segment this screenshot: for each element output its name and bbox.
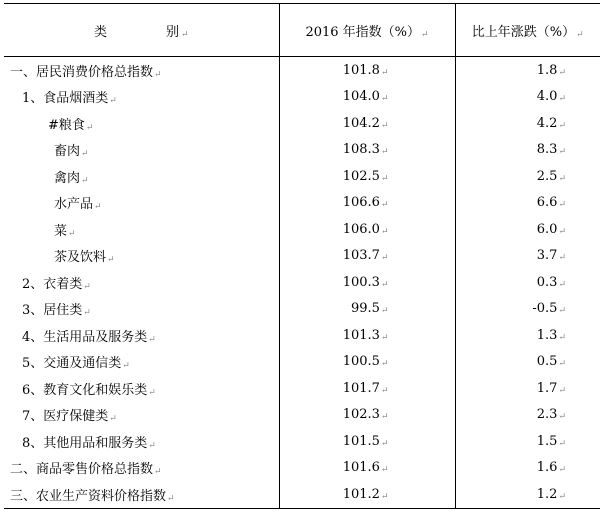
table-row [4, 216, 600, 243]
row-category: 禽肉↵ [54, 170, 89, 186]
paragraph-mark-icon: ↵ [81, 149, 89, 160]
row-change-value: 1.6↵ [455, 455, 600, 482]
row-index-value: 102.3↵ [279, 402, 455, 429]
row-change-value: 0.5↵ [455, 349, 600, 376]
paragraph-mark-icon: ↵ [83, 281, 91, 292]
table-row [4, 243, 600, 270]
row-change-value: 1.5↵ [455, 428, 600, 455]
paragraph-mark-icon: ↵ [558, 306, 566, 317]
row-category: 2、衣着类↵ [22, 276, 91, 292]
price-index-table [4, 3, 600, 509]
table-row [4, 84, 600, 111]
paragraph-mark-icon: ↵ [558, 120, 566, 131]
paragraph-mark-icon: ↵ [180, 29, 189, 40]
row-index-value: 106.0↵ [279, 216, 455, 243]
paragraph-mark-icon: ↵ [85, 122, 94, 133]
paragraph-mark-icon: ↵ [380, 253, 389, 264]
row-category: 一、居民消费价格总指数↵ [10, 64, 162, 80]
table-row [4, 322, 600, 349]
paragraph-mark-icon: ↵ [380, 279, 389, 290]
paragraph-mark-icon: ↵ [558, 94, 566, 105]
paragraph-mark-icon: ↵ [380, 94, 389, 105]
paragraph-mark-icon: ↵ [421, 29, 429, 40]
table-row [4, 269, 600, 296]
row-change-value: 4.0↵ [455, 84, 600, 111]
row-change-value: 4.2↵ [455, 110, 600, 137]
paragraph-mark-icon: ↵ [109, 414, 117, 425]
paragraph-mark-icon: ↵ [558, 67, 566, 78]
paragraph-mark-icon: ↵ [380, 306, 389, 317]
table-row [4, 481, 600, 508]
table-row [4, 110, 600, 137]
paragraph-mark-icon: ↵ [380, 465, 389, 476]
row-index-value: 104.2↵ [279, 110, 455, 137]
row-change-value: 1.8↵ [455, 57, 600, 84]
paragraph-mark-icon: ↵ [81, 175, 89, 186]
row-index-value: 101.6↵ [279, 455, 455, 482]
paragraph-mark-icon: ↵ [380, 200, 389, 211]
paragraph-mark-icon: ↵ [167, 493, 175, 504]
paragraph-mark-icon: ↵ [94, 202, 102, 213]
paragraph-mark-icon: ↵ [148, 387, 156, 398]
row-category: 茶及饮料↵ [54, 250, 115, 266]
paragraph-mark-icon: ↵ [380, 332, 389, 343]
table-row [4, 375, 600, 402]
paragraph-mark-icon: ↵ [380, 67, 389, 78]
paragraph-mark-icon: ↵ [558, 465, 566, 476]
paragraph-mark-icon: ↵ [558, 385, 566, 396]
paragraph-mark-icon: ↵ [576, 29, 584, 40]
header-index-2016: 2016 年指数（%）↵ [279, 4, 455, 57]
row-category: 菜↵ [54, 223, 76, 239]
paragraph-mark-icon: ↵ [380, 359, 389, 370]
paragraph-mark-icon: ↵ [83, 308, 91, 319]
row-change-value: 2.5↵ [455, 163, 600, 190]
row-index-value: 101.5↵ [279, 428, 455, 455]
table-row [4, 402, 600, 429]
paragraph-mark-icon: ↵ [154, 467, 162, 478]
table-row [4, 137, 600, 164]
table-body [4, 57, 600, 509]
row-index-value: 104.0↵ [279, 84, 455, 111]
row-category: 6、教育文化和娱乐类↵ [22, 382, 156, 398]
paragraph-mark-icon: ↵ [380, 120, 389, 131]
row-index-value: 101.2↵ [279, 481, 455, 508]
table-row [4, 163, 600, 190]
table-row [4, 349, 600, 376]
row-change-value: 6.0↵ [455, 216, 600, 243]
paragraph-mark-icon: ↵ [380, 412, 389, 423]
header-change-vs-last-year: 比上年涨跌（%）↵ [455, 4, 600, 57]
row-category: 3、居住类↵ [22, 303, 91, 319]
row-change-value: 1.7↵ [455, 375, 600, 402]
paragraph-mark-icon: ↵ [380, 173, 389, 184]
paragraph-mark-icon: ↵ [558, 253, 566, 264]
row-index-value: 100.5↵ [279, 349, 455, 376]
paragraph-mark-icon: ↵ [558, 173, 566, 184]
paragraph-mark-icon: ↵ [558, 279, 566, 290]
row-change-value: 1.2↵ [455, 481, 600, 508]
table-header-row [4, 4, 600, 57]
row-index-value: 101.3↵ [279, 322, 455, 349]
row-category: 5、交通及通信类↵ [22, 356, 130, 372]
table-row [4, 455, 600, 482]
paragraph-mark-icon: ↵ [380, 438, 389, 449]
paragraph-mark-icon: ↵ [558, 438, 566, 449]
paragraph-mark-icon: ↵ [380, 147, 389, 158]
paragraph-mark-icon: ↵ [107, 255, 115, 266]
paragraph-mark-icon: ↵ [558, 359, 566, 370]
row-change-value: 0.3↵ [455, 269, 600, 296]
row-category: 水产品↵ [54, 197, 102, 213]
row-category: 三、农业生产资料价格指数↵ [10, 488, 175, 504]
row-category: #粮食↵ [48, 117, 94, 133]
paragraph-mark-icon: ↵ [558, 226, 566, 237]
table-row [4, 57, 600, 84]
row-index-value: 99.5↵ [279, 296, 455, 323]
table-row [4, 190, 600, 217]
paragraph-mark-icon: ↵ [558, 412, 566, 423]
paragraph-mark-icon: ↵ [68, 228, 76, 239]
paragraph-mark-icon: ↵ [380, 491, 389, 502]
table-row [4, 428, 600, 455]
row-index-value: 100.3↵ [279, 269, 455, 296]
row-change-value: 8.3↵ [455, 137, 600, 164]
row-category: 二、商品零售价格总指数↵ [10, 462, 162, 478]
row-index-value: 106.6↵ [279, 190, 455, 217]
row-index-value: 108.3↵ [279, 137, 455, 164]
row-change-value: 3.7↵ [455, 243, 600, 270]
paragraph-mark-icon: ↵ [148, 334, 156, 345]
row-index-value: 101.8↵ [279, 57, 455, 84]
row-category: 1、食品烟酒类↵ [22, 91, 117, 107]
paragraph-mark-icon: ↵ [558, 147, 566, 158]
paragraph-mark-icon: ↵ [380, 385, 389, 396]
row-category: 畜肉↵ [54, 144, 89, 160]
row-change-value: -0.5↵ [455, 296, 600, 323]
header-category: 类 别↵ [4, 4, 279, 57]
paragraph-mark-icon: ↵ [148, 440, 156, 451]
paragraph-mark-icon: ↵ [558, 491, 566, 502]
paragraph-mark-icon: ↵ [558, 200, 566, 211]
paragraph-mark-icon: ↵ [558, 332, 566, 343]
row-change-value: 2.3↵ [455, 402, 600, 429]
row-category: 4、生活用品及服务类↵ [22, 329, 156, 345]
row-index-value: 101.7↵ [279, 375, 455, 402]
paragraph-mark-icon: ↵ [122, 361, 130, 372]
paragraph-mark-icon: ↵ [109, 96, 117, 107]
row-index-value: 102.5↵ [279, 163, 455, 190]
row-category: 7、医疗保健类↵ [22, 409, 117, 425]
paragraph-mark-icon: ↵ [380, 226, 389, 237]
row-category: 8、其他用品和服务类↵ [22, 435, 156, 451]
row-change-value: 1.3↵ [455, 322, 600, 349]
table-row [4, 296, 600, 323]
row-change-value: 6.6↵ [455, 190, 600, 217]
row-index-value: 103.7↵ [279, 243, 455, 270]
paragraph-mark-icon: ↵ [154, 69, 162, 80]
